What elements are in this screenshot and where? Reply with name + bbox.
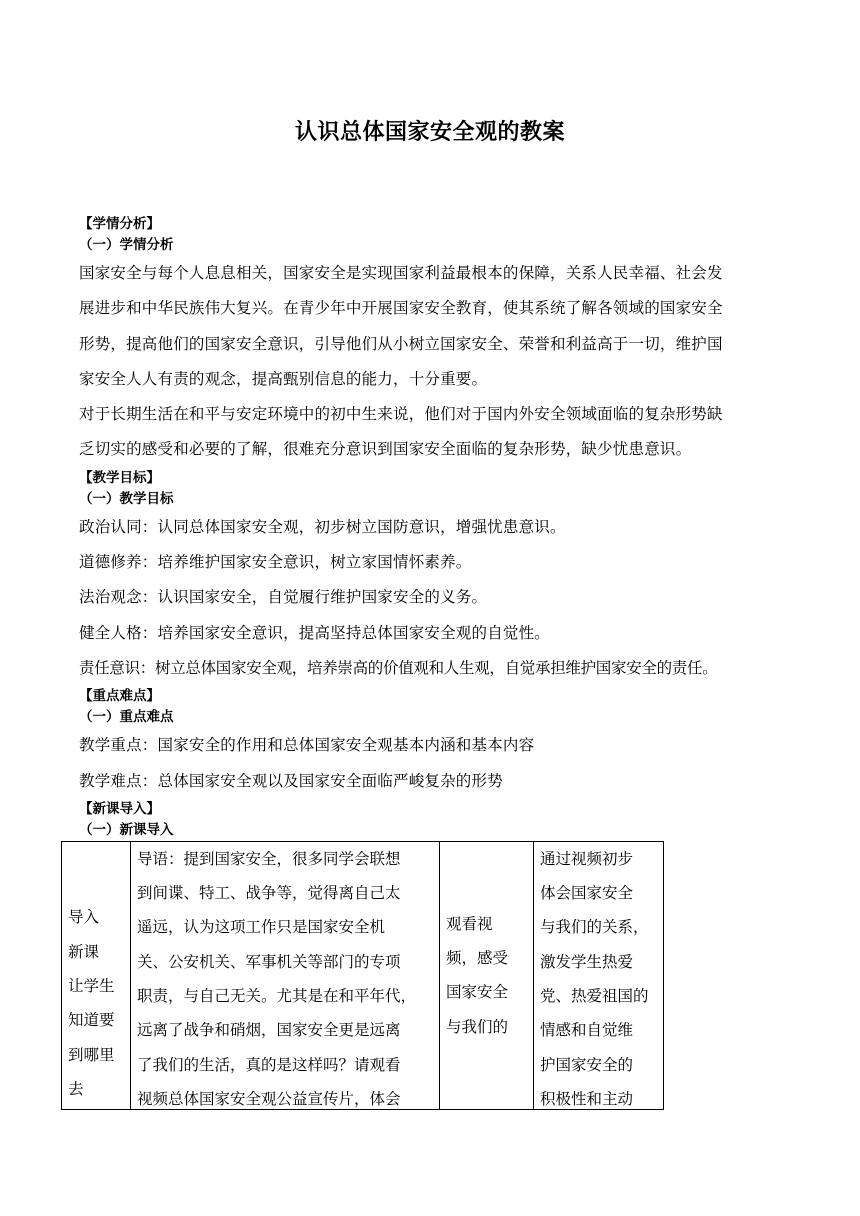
document-title: 认识总体国家安全观的教案 bbox=[294, 120, 565, 145]
cell-line: 与我们的关系， bbox=[540, 918, 649, 937]
cell-line: 职责，与自己无关。尤其是在和平年代， bbox=[137, 987, 417, 1006]
cell-line: 遥远，认为这项工作只是国家安全机 bbox=[137, 918, 386, 937]
table-cell-design-intent bbox=[534, 841, 664, 1109]
goal-item: 道德修养：培养维护国家安全意识，树立家国情怀素养。 bbox=[79, 553, 472, 572]
cell-line: 导语：提到国家安全，很多同学会联想 bbox=[137, 849, 401, 868]
cell-line: 关、公安机关、军事机关等部门的专项 bbox=[137, 952, 401, 971]
cell-line: 导入 bbox=[68, 908, 100, 927]
paragraph-line: 家安全人人有责的观念，提高甄别信息的能力，十分重要。 bbox=[79, 369, 488, 388]
section-heading-new-lesson: 【新课导入】 bbox=[79, 800, 160, 817]
subheading-key-points: （一）重点难点 bbox=[79, 709, 174, 726]
lesson-table bbox=[61, 841, 664, 1110]
cell-line: 观看视 bbox=[446, 914, 493, 933]
cell-line: 新课 bbox=[68, 942, 100, 961]
table-cell-step bbox=[62, 841, 131, 1109]
goal-item: 健全人格：培养国家安全意识，提高坚持总体国家安全观的自觉性。 bbox=[79, 623, 551, 642]
cell-line: 体会国家安全 bbox=[540, 884, 634, 903]
cell-line: 了我们的生活，真的是这样吗？请观看 bbox=[137, 1055, 401, 1074]
goal-item: 责任意识：树立总体国家安全观，培养崇高的价值观和人生观，自觉承担维护国家安全的责任。 bbox=[79, 658, 718, 677]
cell-line: 通过视频初步 bbox=[540, 849, 634, 868]
cell-line: 远离了战争和硝烟，国家安全更是远离 bbox=[137, 1021, 401, 1040]
table-cell-teacher-activity bbox=[131, 841, 440, 1109]
cell-line: 情感和自觉维 bbox=[540, 1021, 634, 1040]
cell-line: 去 bbox=[68, 1079, 84, 1098]
cell-line: 知道要 bbox=[68, 1011, 115, 1030]
paragraph-line: 对于长期生活在和平与安定环境中的初中生来说，他们对于国内外安全领域面临的复杂形势缺 bbox=[79, 405, 723, 424]
section-heading-teaching-goals: 【教学目标】 bbox=[79, 469, 160, 486]
subheading-new-lesson: （一）新课导入 bbox=[79, 821, 174, 838]
document-body bbox=[68, 214, 791, 1110]
paragraph-line: 形势，提高他们的国家安全意识，引导他们从小树立国家安全、荣誉和利益高于一切，维护国 bbox=[79, 334, 723, 353]
cell-line: 激发学生热爱 bbox=[540, 952, 634, 971]
paragraph-line: 展进步和中华民族伟大复兴。在青少年中开展国家安全教育，使其系统了解各领域的国家安全 bbox=[79, 299, 723, 318]
table-cell-student-activity bbox=[440, 841, 534, 1109]
cell-line: 护国家安全的 bbox=[540, 1055, 634, 1074]
paragraph-line: 乏切实的感受和必要的了解，很难充分意识到国家安全面临的复杂形势，缺少忧患意识。 bbox=[79, 440, 692, 459]
paragraph-national-security bbox=[79, 256, 791, 397]
table-row bbox=[62, 841, 664, 1109]
cell-line: 频，感受 bbox=[446, 949, 509, 968]
cell-line: 到哪里 bbox=[68, 1045, 115, 1064]
section-heading-key-points: 【重点难点】 bbox=[79, 688, 160, 705]
cell-line: 积极性和主动 bbox=[540, 1089, 634, 1108]
cell-line: 与我们的 bbox=[446, 1017, 509, 1036]
section-heading-learning-analysis: 【学情分析】 bbox=[79, 216, 160, 232]
subheading-teaching-goals: （一）教学目标 bbox=[79, 490, 174, 507]
goal-item: 政治认同：认同总体国家安全观，初步树立国防意识，增强忧患意识。 bbox=[79, 517, 566, 536]
key-point-item: 教学难点：总体国家安全观以及国家安全面临严峻复杂的形势 bbox=[79, 771, 503, 790]
cell-line: 到间谍、特工、战争等，觉得离自己太 bbox=[137, 884, 401, 903]
paragraph-students bbox=[79, 397, 791, 468]
cell-line: 国家安全 bbox=[446, 983, 509, 1002]
subheading-learning-analysis: （一）学情分析 bbox=[79, 237, 174, 253]
cell-line: 党、热爱祖国的 bbox=[540, 987, 649, 1006]
cell-line: 视频总体国家安全观公益宣传片，体会 bbox=[137, 1089, 401, 1108]
key-point-item: 教学重点：国家安全的作用和总体国家安全观基本内涵和基本内容 bbox=[79, 736, 535, 755]
cell-line: 让学生 bbox=[68, 977, 115, 996]
paragraph-line: 国家安全与每个人息息相关，国家安全是实现国家利益最根本的保障，关系人民幸福、社会发 bbox=[79, 264, 723, 282]
goal-item: 法治观念：认识国家安全，自觉履行维护国家安全的义务。 bbox=[79, 588, 488, 607]
